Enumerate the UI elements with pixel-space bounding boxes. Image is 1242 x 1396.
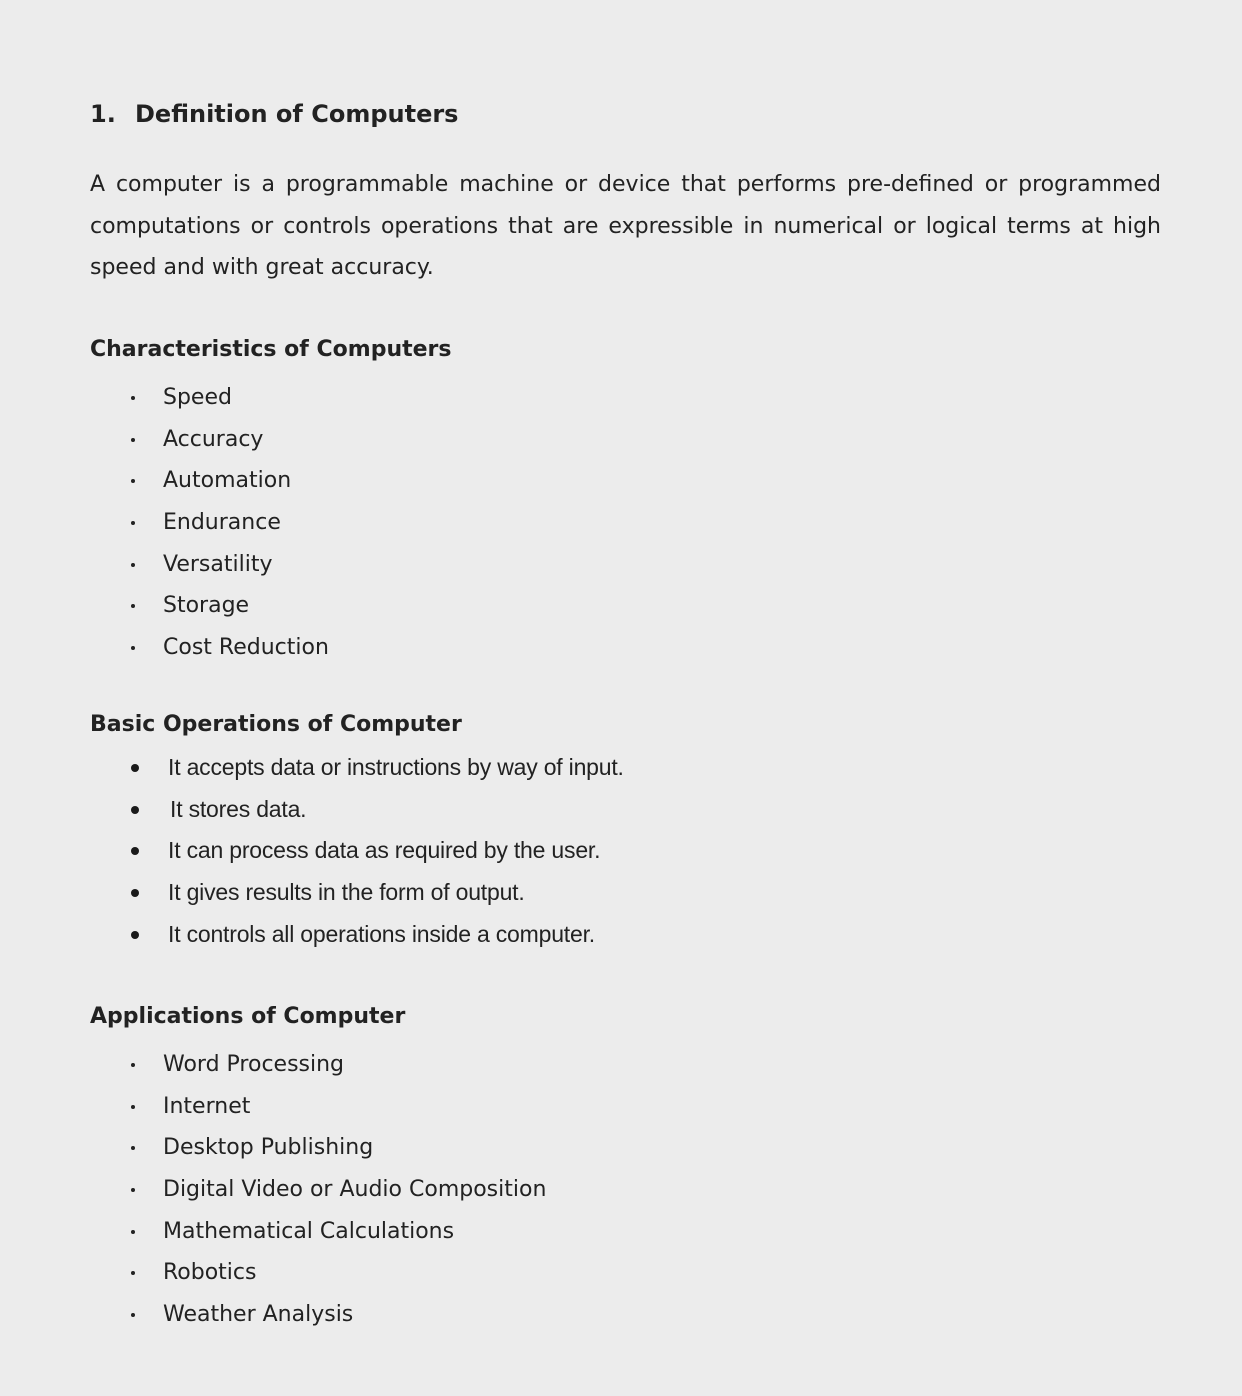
bullet-icon xyxy=(131,396,135,400)
basic-operations-heading: Basic Operations of Computer xyxy=(90,712,462,737)
bullet-icon xyxy=(131,1271,135,1275)
bullet-icon xyxy=(131,847,139,855)
bullet-icon xyxy=(131,1230,135,1234)
bullet-icon xyxy=(131,1146,135,1150)
bullet-icon xyxy=(131,563,135,567)
bullet-icon xyxy=(131,889,139,897)
page-title xyxy=(90,100,458,128)
bullet-icon xyxy=(131,1188,135,1192)
bullet-icon xyxy=(131,1105,135,1109)
bullet-icon xyxy=(131,1063,135,1067)
bullet-icon xyxy=(131,479,135,483)
bullet-icon xyxy=(131,764,139,772)
bullet-icon xyxy=(131,521,135,525)
section-title: Definition of Computers xyxy=(135,100,459,128)
section-number: 1. xyxy=(90,100,116,128)
bullet-icon xyxy=(131,1313,135,1317)
bullet-icon xyxy=(131,806,139,814)
characteristics-heading: Characteristics of Computers xyxy=(90,337,452,362)
bullet-icon xyxy=(131,438,135,442)
bullet-icon xyxy=(131,604,135,608)
definition-paragraph: A computer is a programmable machine or device that performs pre-defined or programmed computations or controls operations that are expressible in numerical or logical terms at high speed and with great accuracy. xyxy=(90,172,1161,280)
bullet-icon xyxy=(131,931,139,939)
bullet-icon xyxy=(131,646,135,650)
applications-heading: Applications of Computer xyxy=(90,1004,406,1029)
